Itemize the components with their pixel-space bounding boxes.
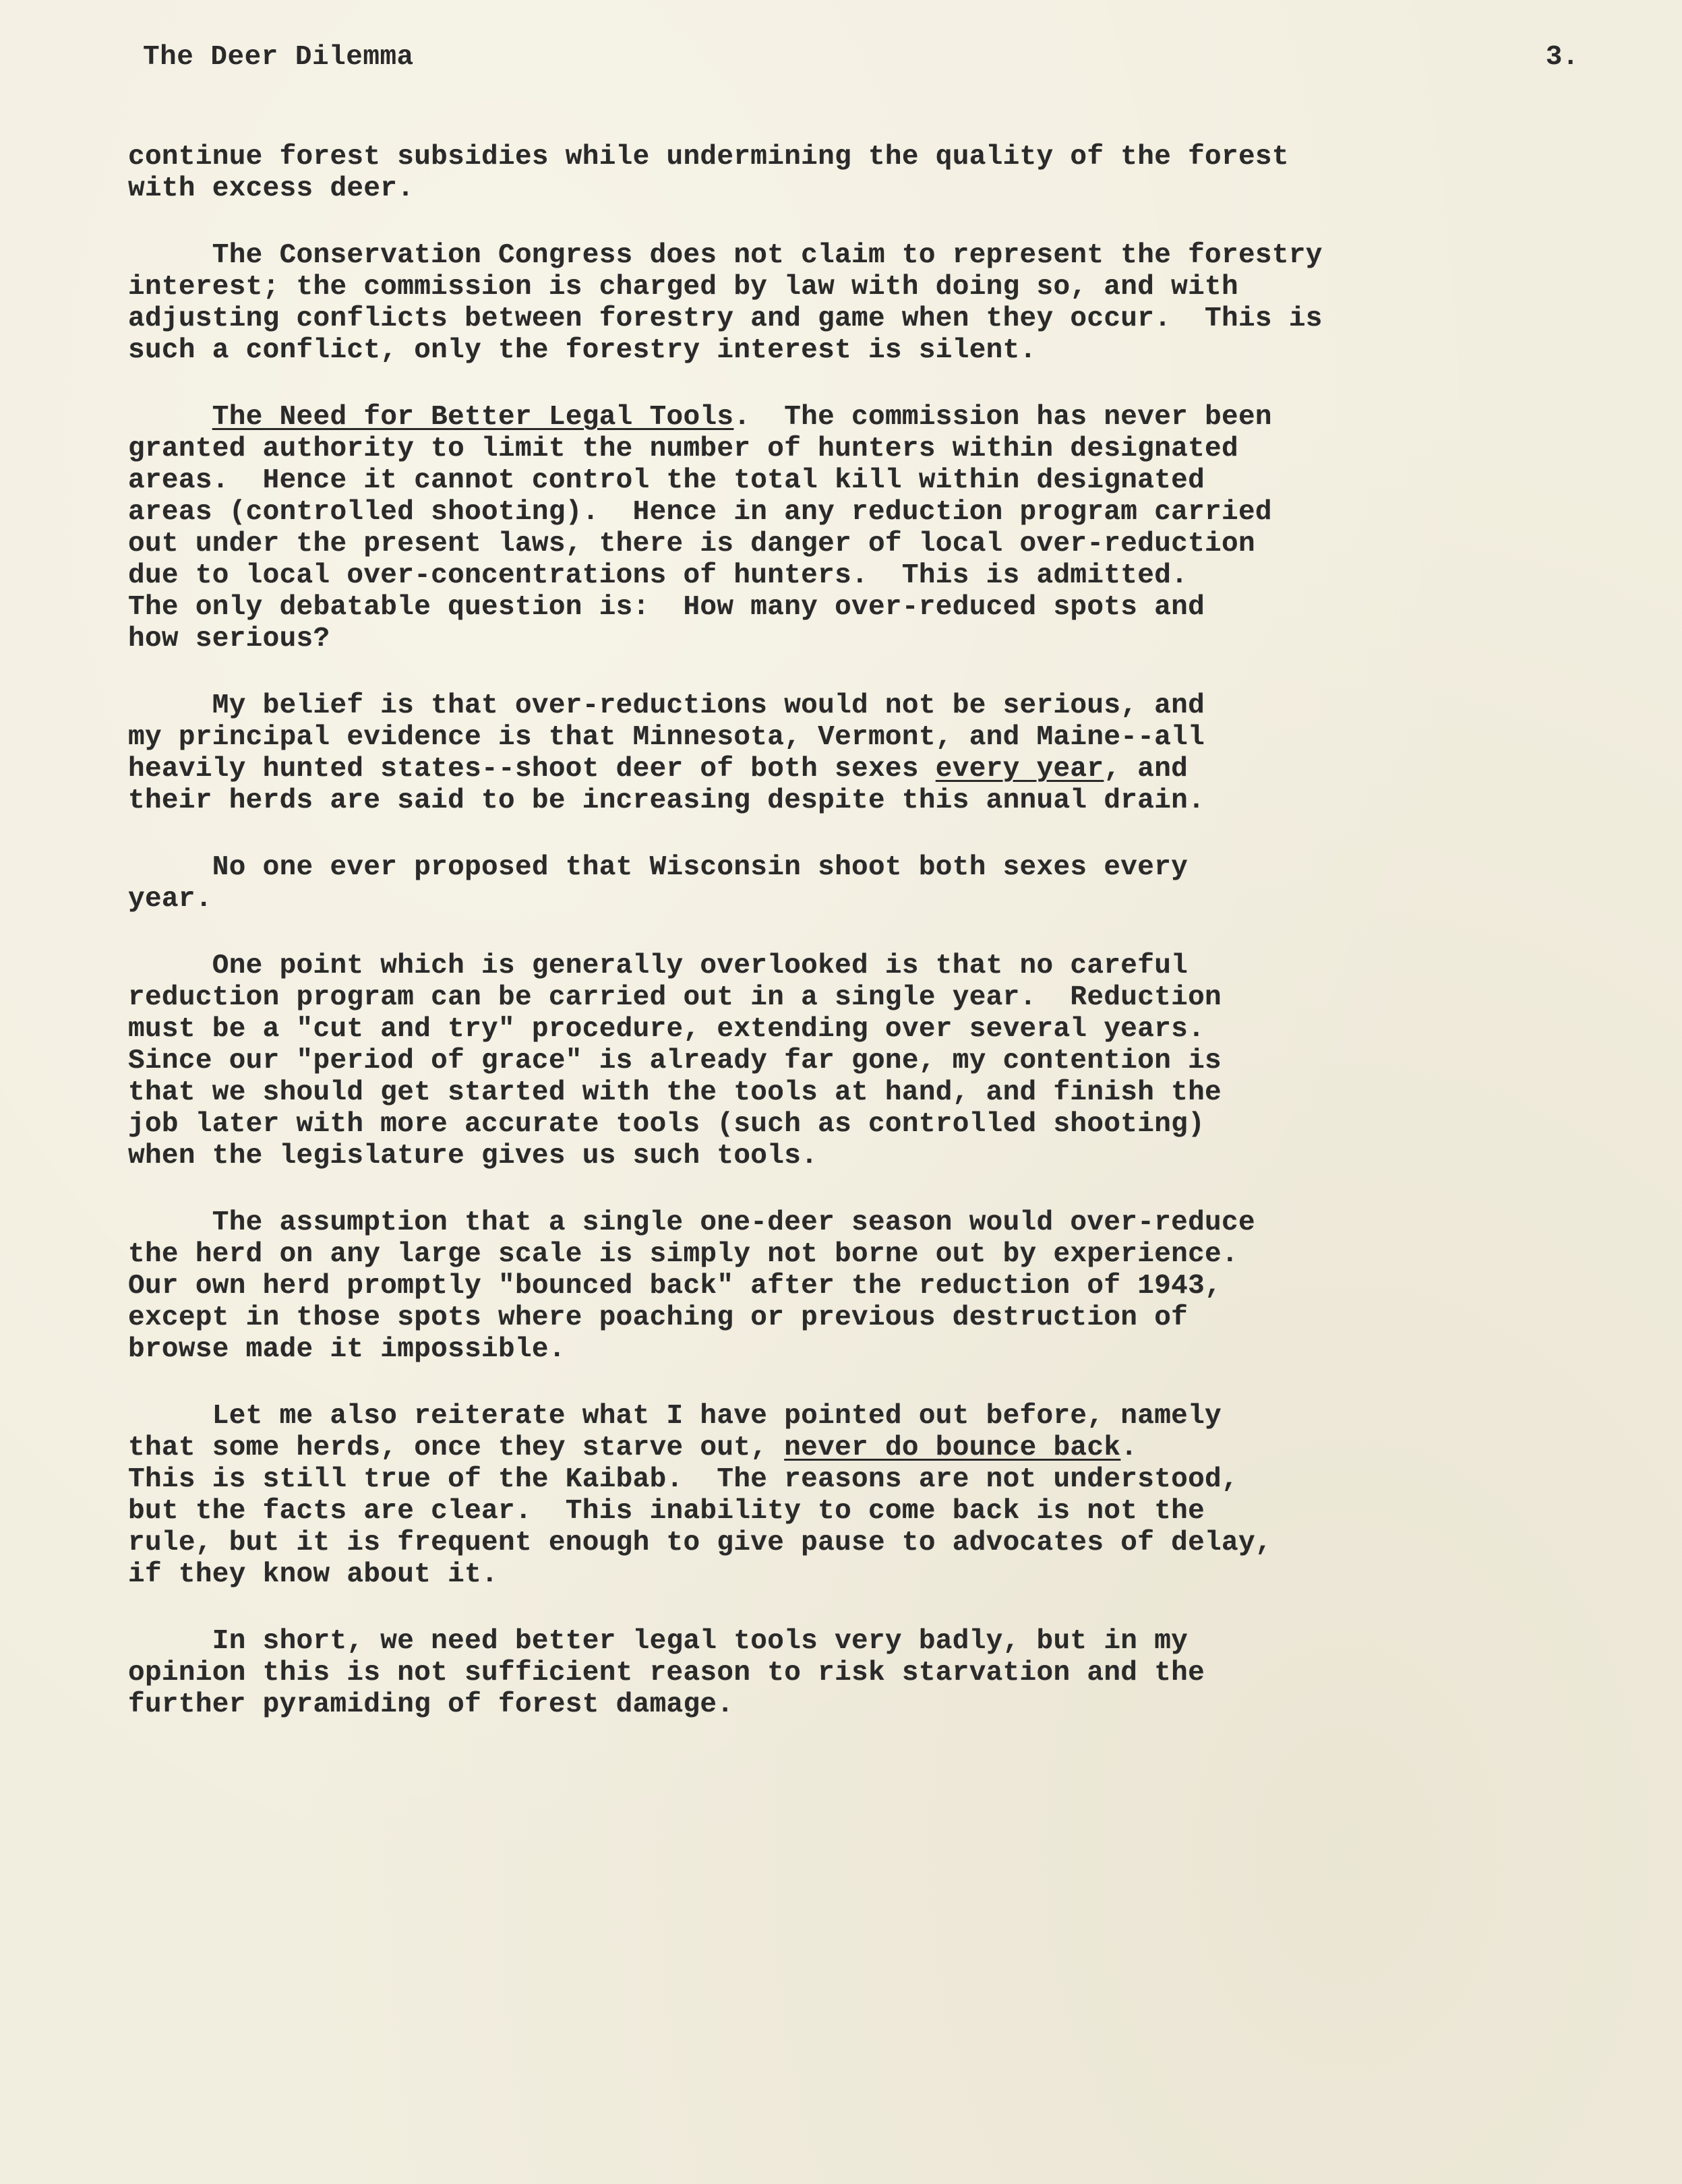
text-line: browse made it impossible. bbox=[128, 1334, 566, 1365]
section-heading: The Need for Better Legal Tools bbox=[212, 402, 734, 433]
text-line: interest; the commission is charged by law with doing so, and with bbox=[128, 272, 1238, 303]
running-title: The Deer Dilemma bbox=[143, 42, 414, 73]
page-header bbox=[143, 42, 1579, 82]
paragraph bbox=[128, 852, 1598, 915]
text-line: how serious? bbox=[128, 624, 330, 655]
paragraph bbox=[128, 402, 1598, 655]
page-number: 3. bbox=[1545, 42, 1579, 73]
paragraph bbox=[128, 1626, 1598, 1721]
text-line: heavily hunted states--shoot deer of both sexes every year, and bbox=[128, 754, 1189, 785]
text-line: rule, but it is frequent enough to give pause to advocates of delay, bbox=[128, 1527, 1272, 1558]
paragraph bbox=[128, 240, 1598, 367]
text-line: In short, we need better legal tools very badly, but in my bbox=[128, 1626, 1189, 1657]
paragraph bbox=[128, 950, 1598, 1172]
emphasis-underline: every year bbox=[935, 754, 1104, 785]
paragraph bbox=[128, 1401, 1598, 1591]
text-line: No one ever proposed that Wisconsin shoot both sexes every bbox=[128, 852, 1189, 883]
text-line: Let me also reiterate what I have pointed out before, namely bbox=[128, 1401, 1222, 1432]
text-line: This is still true of the Kaibab. The reasons are not understood, bbox=[128, 1464, 1238, 1495]
text-line: Since our "period of grace" is already far gone, my contention is bbox=[128, 1045, 1222, 1076]
text-line: One point which is generally overlooked is that no careful bbox=[128, 950, 1189, 981]
text-line: job later with more accurate tools (such as controlled shooting) bbox=[128, 1109, 1205, 1140]
text-line: out under the present laws, there is danger of local over-reduction bbox=[128, 528, 1255, 559]
text-line: when the legislature gives us such tools. bbox=[128, 1141, 818, 1172]
text-line: adjusting conflicts between forestry and game when they occur. This is bbox=[128, 303, 1323, 334]
text-line: my principal evidence is that Minnesota, Vermont, and Maine--all bbox=[128, 722, 1205, 753]
text-line: reduction program can be carried out in a single year. Reduction bbox=[128, 982, 1222, 1013]
text-line: Our own herd promptly "bounced back" after the reduction of 1943, bbox=[128, 1271, 1222, 1302]
text-line: My belief is that over-reductions would not be serious, and bbox=[128, 690, 1205, 721]
text-line: areas (controlled shooting). Hence in any reduction program carried bbox=[128, 497, 1272, 528]
text-line: The Conservation Congress does not claim to represent the forestry bbox=[128, 240, 1323, 271]
paragraph bbox=[128, 690, 1598, 817]
text-line: continue forest subsidies while undermining the quality of the forest bbox=[128, 142, 1289, 173]
text-line: the herd on any large scale is simply not borne out by experience. bbox=[128, 1239, 1238, 1270]
paragraph bbox=[128, 142, 1598, 205]
text-line: year. bbox=[128, 884, 212, 915]
text-line: further pyramiding of forest damage. bbox=[128, 1689, 734, 1720]
text-line: The Need for Better Legal Tools. The commission has never been bbox=[212, 402, 1272, 433]
text-line: if they know about it. bbox=[128, 1559, 498, 1590]
text-line: The assumption that a single one-deer season would over-reduce bbox=[128, 1207, 1255, 1238]
text-line: such a conflict, only the forestry interest is silent. bbox=[128, 335, 1037, 366]
paragraph bbox=[128, 1207, 1598, 1366]
text-line: their herds are said to be increasing despite this annual drain. bbox=[128, 785, 1205, 816]
text-line: except in those spots where poaching or previous destruction of bbox=[128, 1302, 1189, 1333]
text-line: areas. Hence it cannot control the total kill within designated bbox=[128, 465, 1205, 496]
text-line: due to local over-concentrations of hunters. This is admitted. bbox=[128, 560, 1189, 591]
text-line: but the facts are clear. This inability to come back is not the bbox=[128, 1496, 1205, 1527]
text-line: must be a "cut and try" procedure, extending over several years. bbox=[128, 1014, 1205, 1045]
text-line: that we should get started with the tools at hand, and finish the bbox=[128, 1077, 1222, 1108]
text-line: that some herds, once they starve out, never do bounce back. bbox=[128, 1432, 1138, 1463]
text-line: granted authority to limit the number of hunters within designated bbox=[128, 433, 1238, 464]
text-line: opinion this is not sufficient reason to risk starvation and the bbox=[128, 1658, 1205, 1689]
emphasis-underline: never do bounce back bbox=[784, 1432, 1121, 1463]
body-text bbox=[128, 142, 1598, 1756]
text-line: with excess deer. bbox=[128, 173, 415, 204]
text-line: The only debatable question is: How many over-reduced spots and bbox=[128, 592, 1205, 623]
